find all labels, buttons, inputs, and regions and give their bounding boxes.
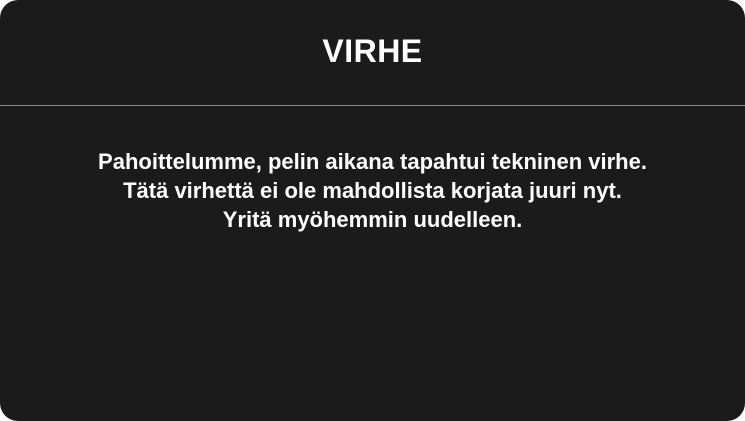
error-message-line-2: Tätä virhettä ei ole mahdollista korjata juuri nyt.	[123, 178, 622, 203]
dialog-body	[0, 106, 745, 234]
error-message-line-1: Pahoittelumme, pelin aikana tapahtui tekninen virhe.	[98, 149, 647, 174]
error-message-line-3: Yritä myöhemmin uudelleen.	[222, 207, 523, 232]
dialog-title: VIRHE	[322, 33, 423, 69]
dialog-header	[0, 0, 745, 106]
